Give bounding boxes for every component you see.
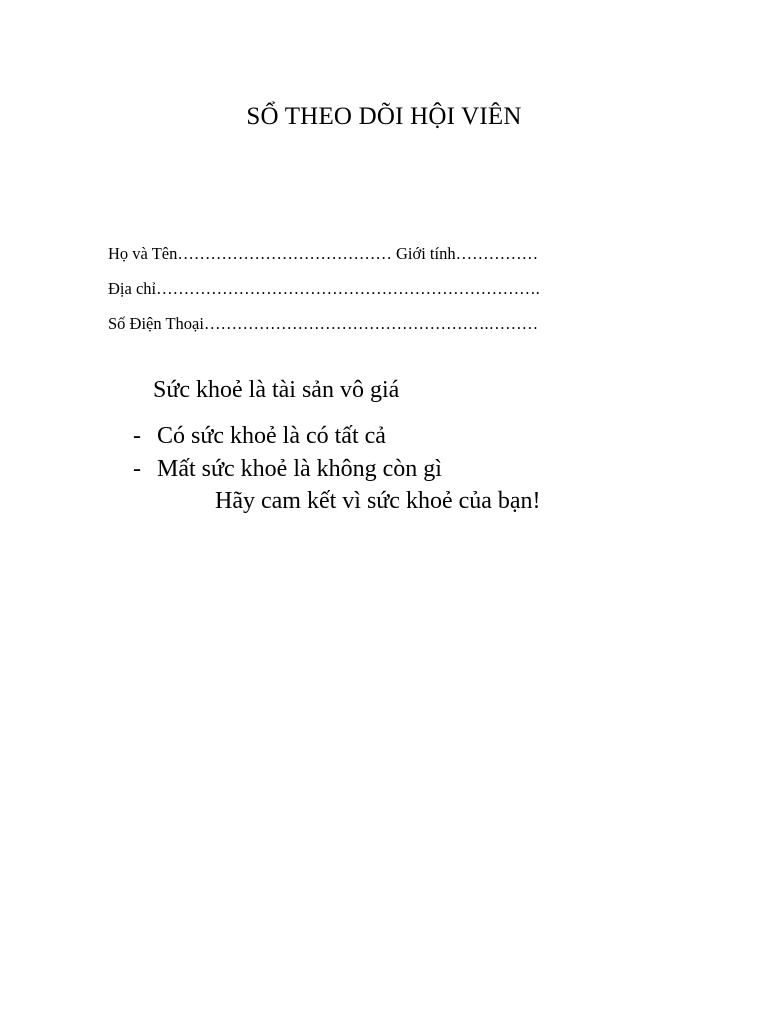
phone-field-line: Số Điện Thoại…………………………………………….……… [108, 314, 539, 333]
bullet-dash: - [133, 456, 141, 482]
motto-bullet-1-text: Có sức khoẻ là có tất cả [157, 423, 386, 449]
bullet-dash: - [133, 423, 141, 449]
motto-bullet-1 [133, 423, 386, 450]
name-gender-field-line: Họ và Tên………………………………… Giới tính…………… [108, 244, 539, 263]
motto-bullet-2 [133, 456, 442, 483]
motto-closing: Hãy cam kết vì sức khoẻ của bạn! [215, 488, 541, 514]
motto-bullet-2-text: Mất sức khoẻ là không còn gì [157, 456, 442, 482]
address-field-line: Địa chỉ……………………………………………………………. [108, 279, 540, 298]
motto-heading: Sức khoẻ là tài sản vô giá [153, 377, 400, 403]
page-title: SỔ THEO DÕI HỘI VIÊN [246, 103, 522, 130]
